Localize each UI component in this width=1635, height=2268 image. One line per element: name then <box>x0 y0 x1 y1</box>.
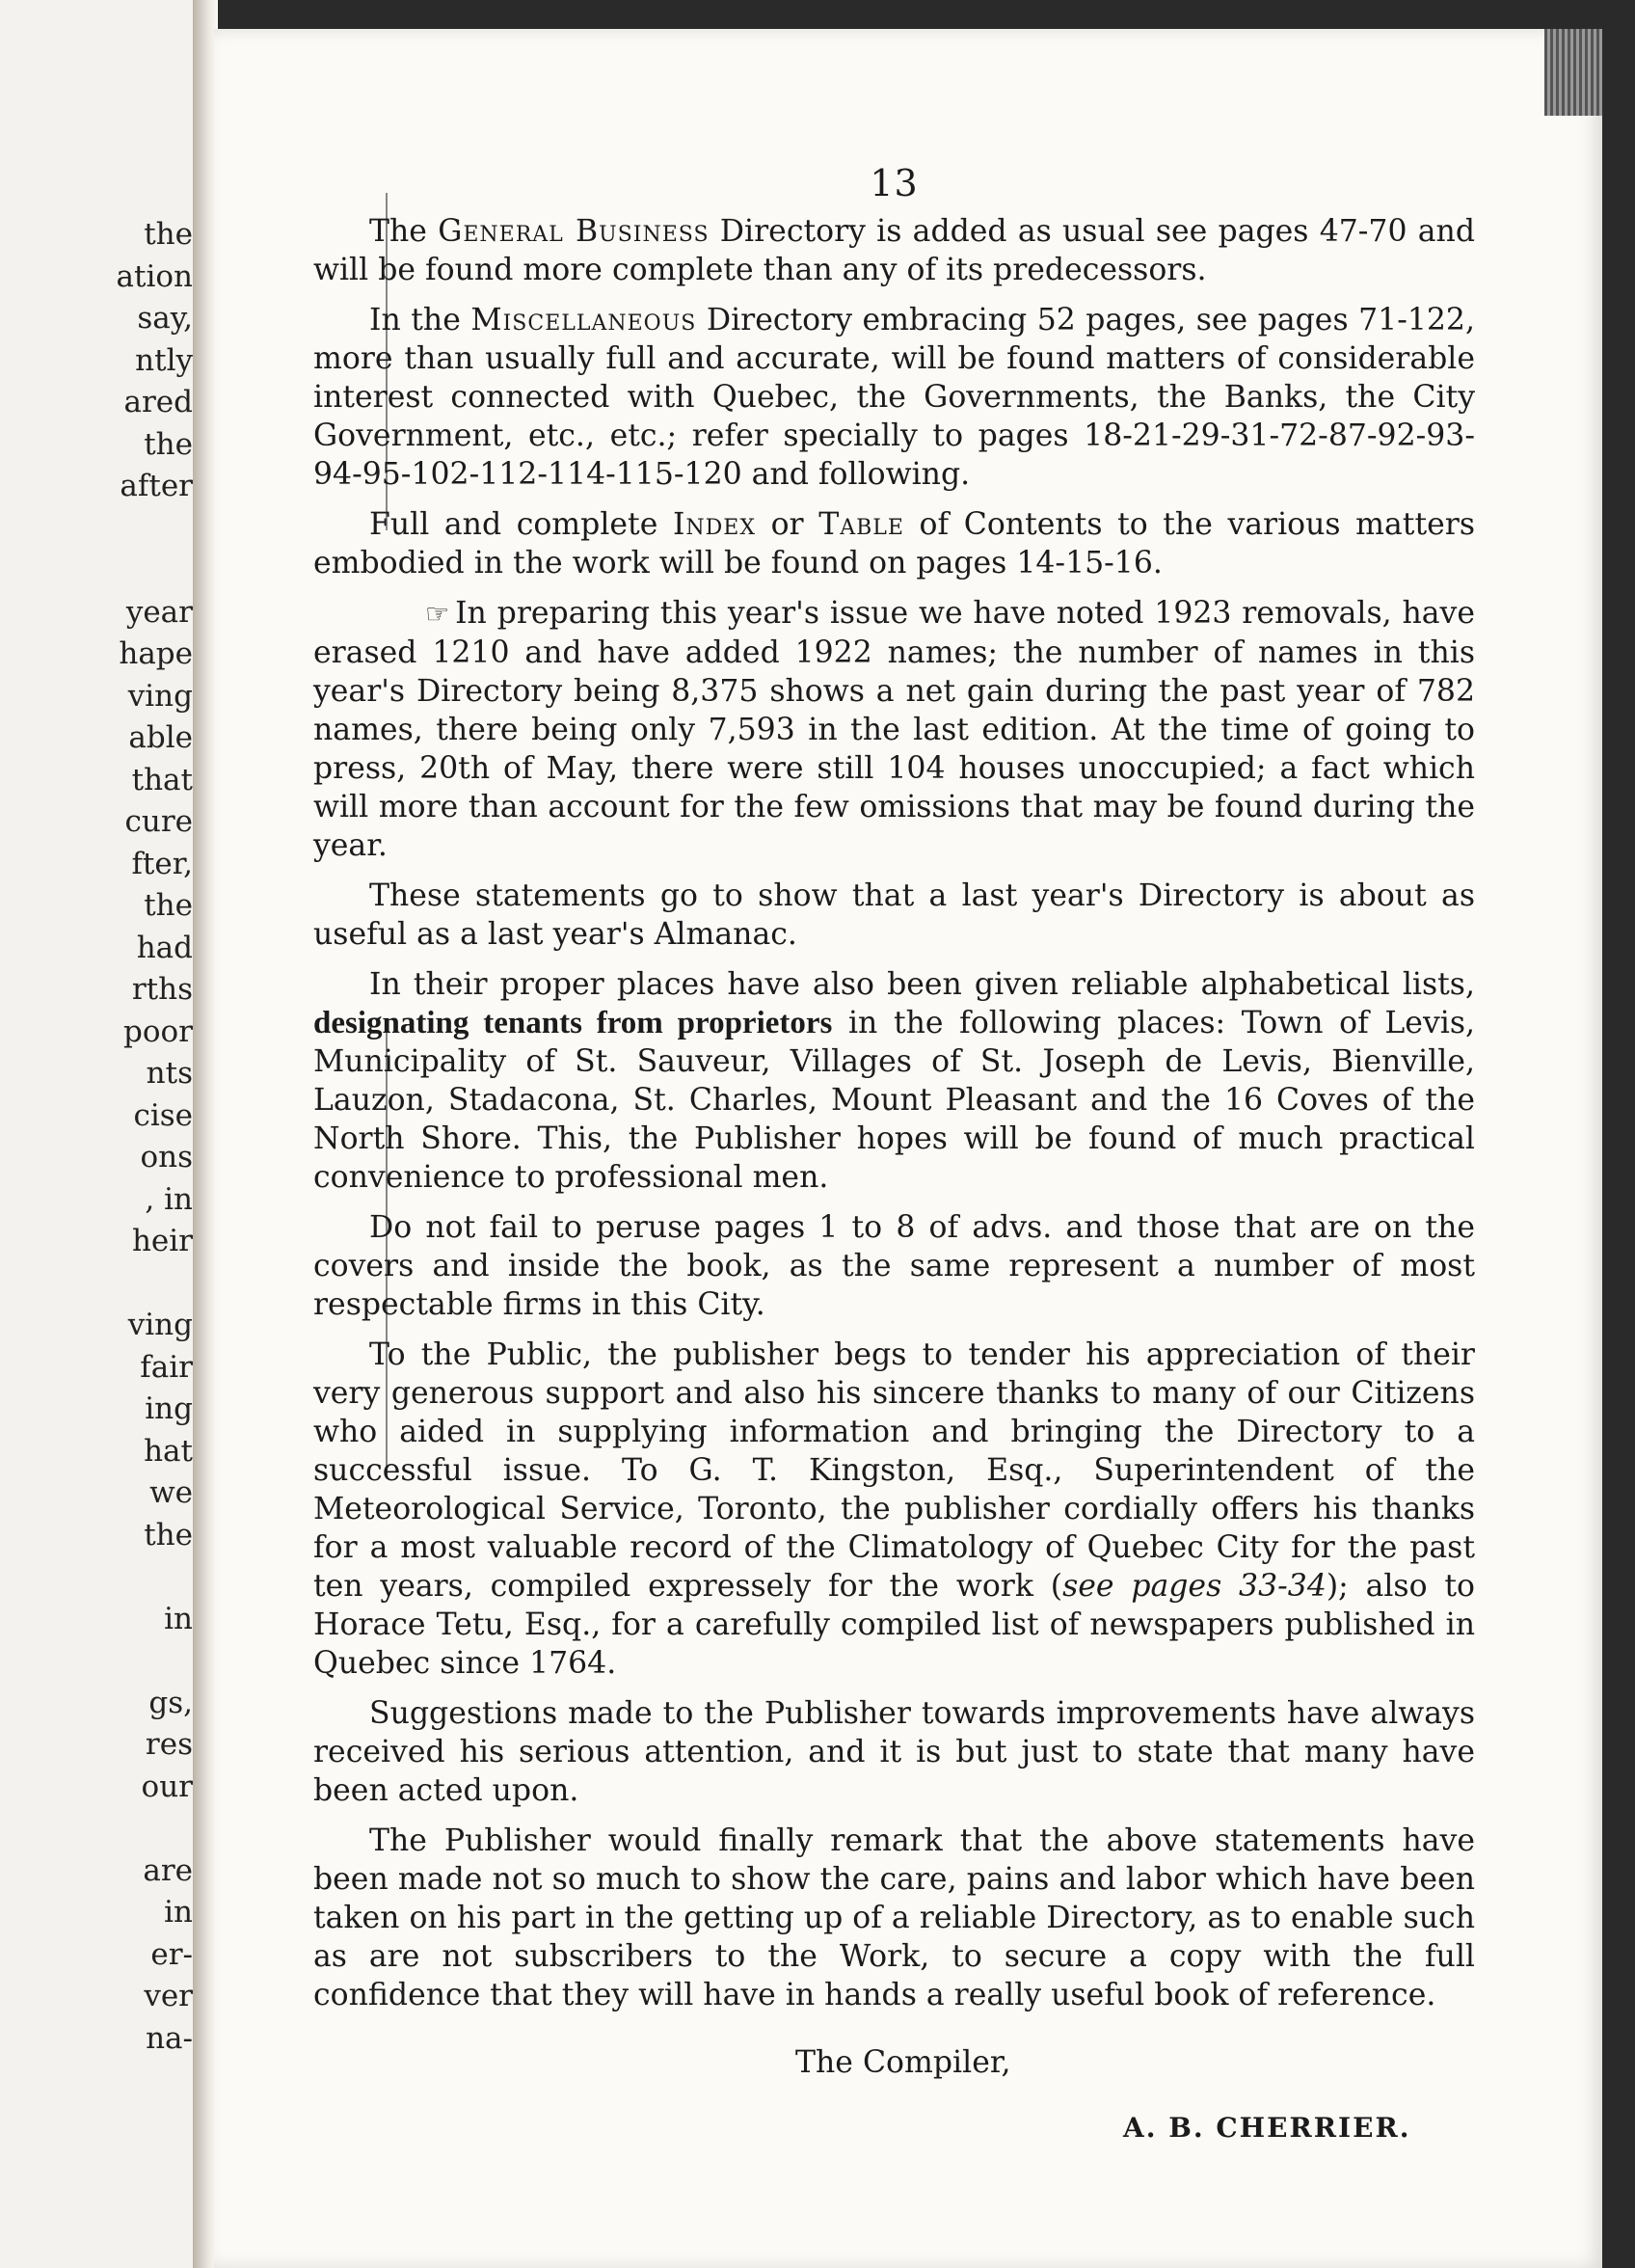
left-page-fragment: heir <box>131 1224 193 1258</box>
left-page-fragment: hat <box>144 1433 193 1469</box>
paragraph-public <box>313 1336 1475 1683</box>
left-page-fragment: able <box>128 720 193 755</box>
left-page-fragment: res <box>145 1727 193 1762</box>
left-page-fragment: ation <box>116 258 193 294</box>
left-page-fragment: the <box>144 1517 193 1552</box>
small-caps-run: Table <box>818 507 904 542</box>
left-page-fragment: in <box>164 1601 193 1636</box>
page-content <box>313 164 1475 2147</box>
page-number: 13 <box>870 162 919 204</box>
pointing-hand-icon: ☞ <box>425 598 450 630</box>
left-page-fragment: nts <box>146 1056 193 1091</box>
left-page-fragment: gs, <box>148 1685 193 1720</box>
text-run: In the <box>369 303 471 338</box>
small-caps-run: Miscellaneous <box>470 303 697 338</box>
left-page-fragment: the <box>144 888 193 923</box>
left-page-fragment: poor <box>123 1013 193 1049</box>
text-run: Directory embracing 52 pages, see pages 71-122, more than usually full and accurate, will be found matters of considerable interest connected with Quebec, the Governments, the Banks, the City Government, etc., etc.; refer specially to pages 18-21-29-31-72-87-92-93-94-95-102-112-114-115-120 and following. <box>313 303 1475 492</box>
text-run: In their proper places have also been given reliable alphabetical lists, <box>369 967 1475 1002</box>
left-page-fragment: after <box>120 469 193 503</box>
left-facing-page <box>0 0 195 2268</box>
left-page-fragment: the <box>144 217 193 252</box>
left-page-fragment: say, <box>137 301 193 336</box>
signature: A. B. CHERRIER. <box>1123 2112 1411 2144</box>
text-run: The <box>369 214 439 249</box>
small-caps-run: General Business <box>438 214 710 249</box>
paragraph-places <box>313 965 1475 1197</box>
closing-label: The Compiler, <box>795 2045 1011 2080</box>
left-page-fragment: ared <box>123 385 193 419</box>
paragraph-final: The Publisher would finally remark that the above statements have been made not so much to show the care, pains and labor which have been taken on his part in the getting up of a reliable Directory, as to enable such as are not subscribers to the Work, to secure a copy with the full confidence that they will have in hands a really useful book of reference. <box>313 1823 1475 2012</box>
left-page-fragment: fter, <box>131 846 193 881</box>
left-page-fragment: our <box>141 1768 193 1804</box>
text-run: or <box>756 507 819 542</box>
text-run: ); also to Horace Tetu, Esq., for a carefully compiled list of newspapers published in Quebec since 1764. <box>313 1569 1475 1681</box>
paragraph-advs: Do not fail to peruse pages 1 to 8 of advs. and those that are on the covers and inside the book, as the same represent a number of most respectable firms in this City. <box>313 1210 1475 1322</box>
bold-run: designating tenants from proprietors <box>313 1006 833 1040</box>
page-edges <box>1544 29 1602 116</box>
left-page-fragment: ing <box>145 1391 193 1426</box>
left-page-fragment: , in <box>145 1181 193 1217</box>
paragraph-statements: These statements go to show that a last year's Directory is about as useful as a last year's Almanac. <box>313 878 1475 952</box>
text-run: in the following places: Town of Levis, Municipality of St. Sauveur, Villages of St. Joseph de Levis, Bienville, Lauzon, Stadacona, St. Charles, Mount Pleasant and the 16 Coves of the North Shore. This, the Publisher hopes will be found of much practical convenience to professional men. <box>313 1006 1475 1195</box>
italic-run: see pages 33-34 <box>1062 1569 1327 1604</box>
left-page-fragment: that <box>131 762 193 797</box>
left-page-fragment: the <box>144 426 193 462</box>
left-page-fragment: ving <box>127 1308 193 1342</box>
paragraph-suggestions: Suggestions made to the Publisher towards improvements have always received his serious attention, and it is but just to state that many have been acted upon. <box>313 1696 1475 1808</box>
left-page-fragment: are <box>143 1852 193 1888</box>
left-page-fragment: ver <box>144 1979 193 2013</box>
left-page-fragment: ving <box>127 678 193 714</box>
paragraph-removals <box>313 594 1475 865</box>
left-page-fragment: cure <box>124 804 193 839</box>
left-page-fragment: na- <box>146 2020 193 2056</box>
left-page-fragment: hape <box>119 636 193 671</box>
left-page-fragment: cise <box>133 1097 193 1133</box>
text-run: Full and complete <box>369 507 673 542</box>
left-page-fragment: we <box>149 1475 193 1510</box>
text-run: In preparing this year's issue we have noted 1923 removals, have erased 1210 and have added 1922 names; the number of names in this year's Directory being 8,375 shows a net gain during the past year of 782 names, there being only 7,593 in the last edition. At the time of going to press, 20th of May, there were still 104 houses unoccupied; a fact which will more than account for the few omissions that may be found during the year. <box>313 596 1475 863</box>
paragraph-index <box>313 505 1475 582</box>
left-page-fragment: rths <box>131 972 193 1007</box>
left-page-fragment: ntly <box>135 342 193 378</box>
left-page-fragment: in <box>164 1895 193 1930</box>
text-run: of Contents to the various matters embodied in the work will be found on pages 14-15-16. <box>313 507 1475 580</box>
text-run: Directory is added as usual see pages 47-70 and will be found more complete than any of its predecessors. <box>313 214 1475 287</box>
left-page-fragment: fair <box>140 1349 193 1385</box>
small-caps-run: Index <box>672 507 756 542</box>
paragraph-general-business <box>313 212 1475 289</box>
left-page-fragment: had <box>136 930 193 965</box>
left-page-fragment: ons <box>140 1140 193 1174</box>
paragraph-miscellaneous <box>313 301 1475 494</box>
text-run: To the Public, the publisher begs to tender his appreciation of their very generous support and also his sincere thanks to many of our Citizens who aided in supplying information and bringing the Directory to a successful issue. To G. T. Kingston, Esq., Superintendent of the Meteorological Service, Toronto, the publisher cordially offers his thanks for a most valuable record of the Climatology of Quebec City for the past ten years, compiled expressely for the work ( <box>313 1337 1475 1604</box>
left-page-fragment: er- <box>150 1936 193 1972</box>
left-page-fragment: year <box>125 594 193 630</box>
closing-block <box>313 2043 1475 2147</box>
